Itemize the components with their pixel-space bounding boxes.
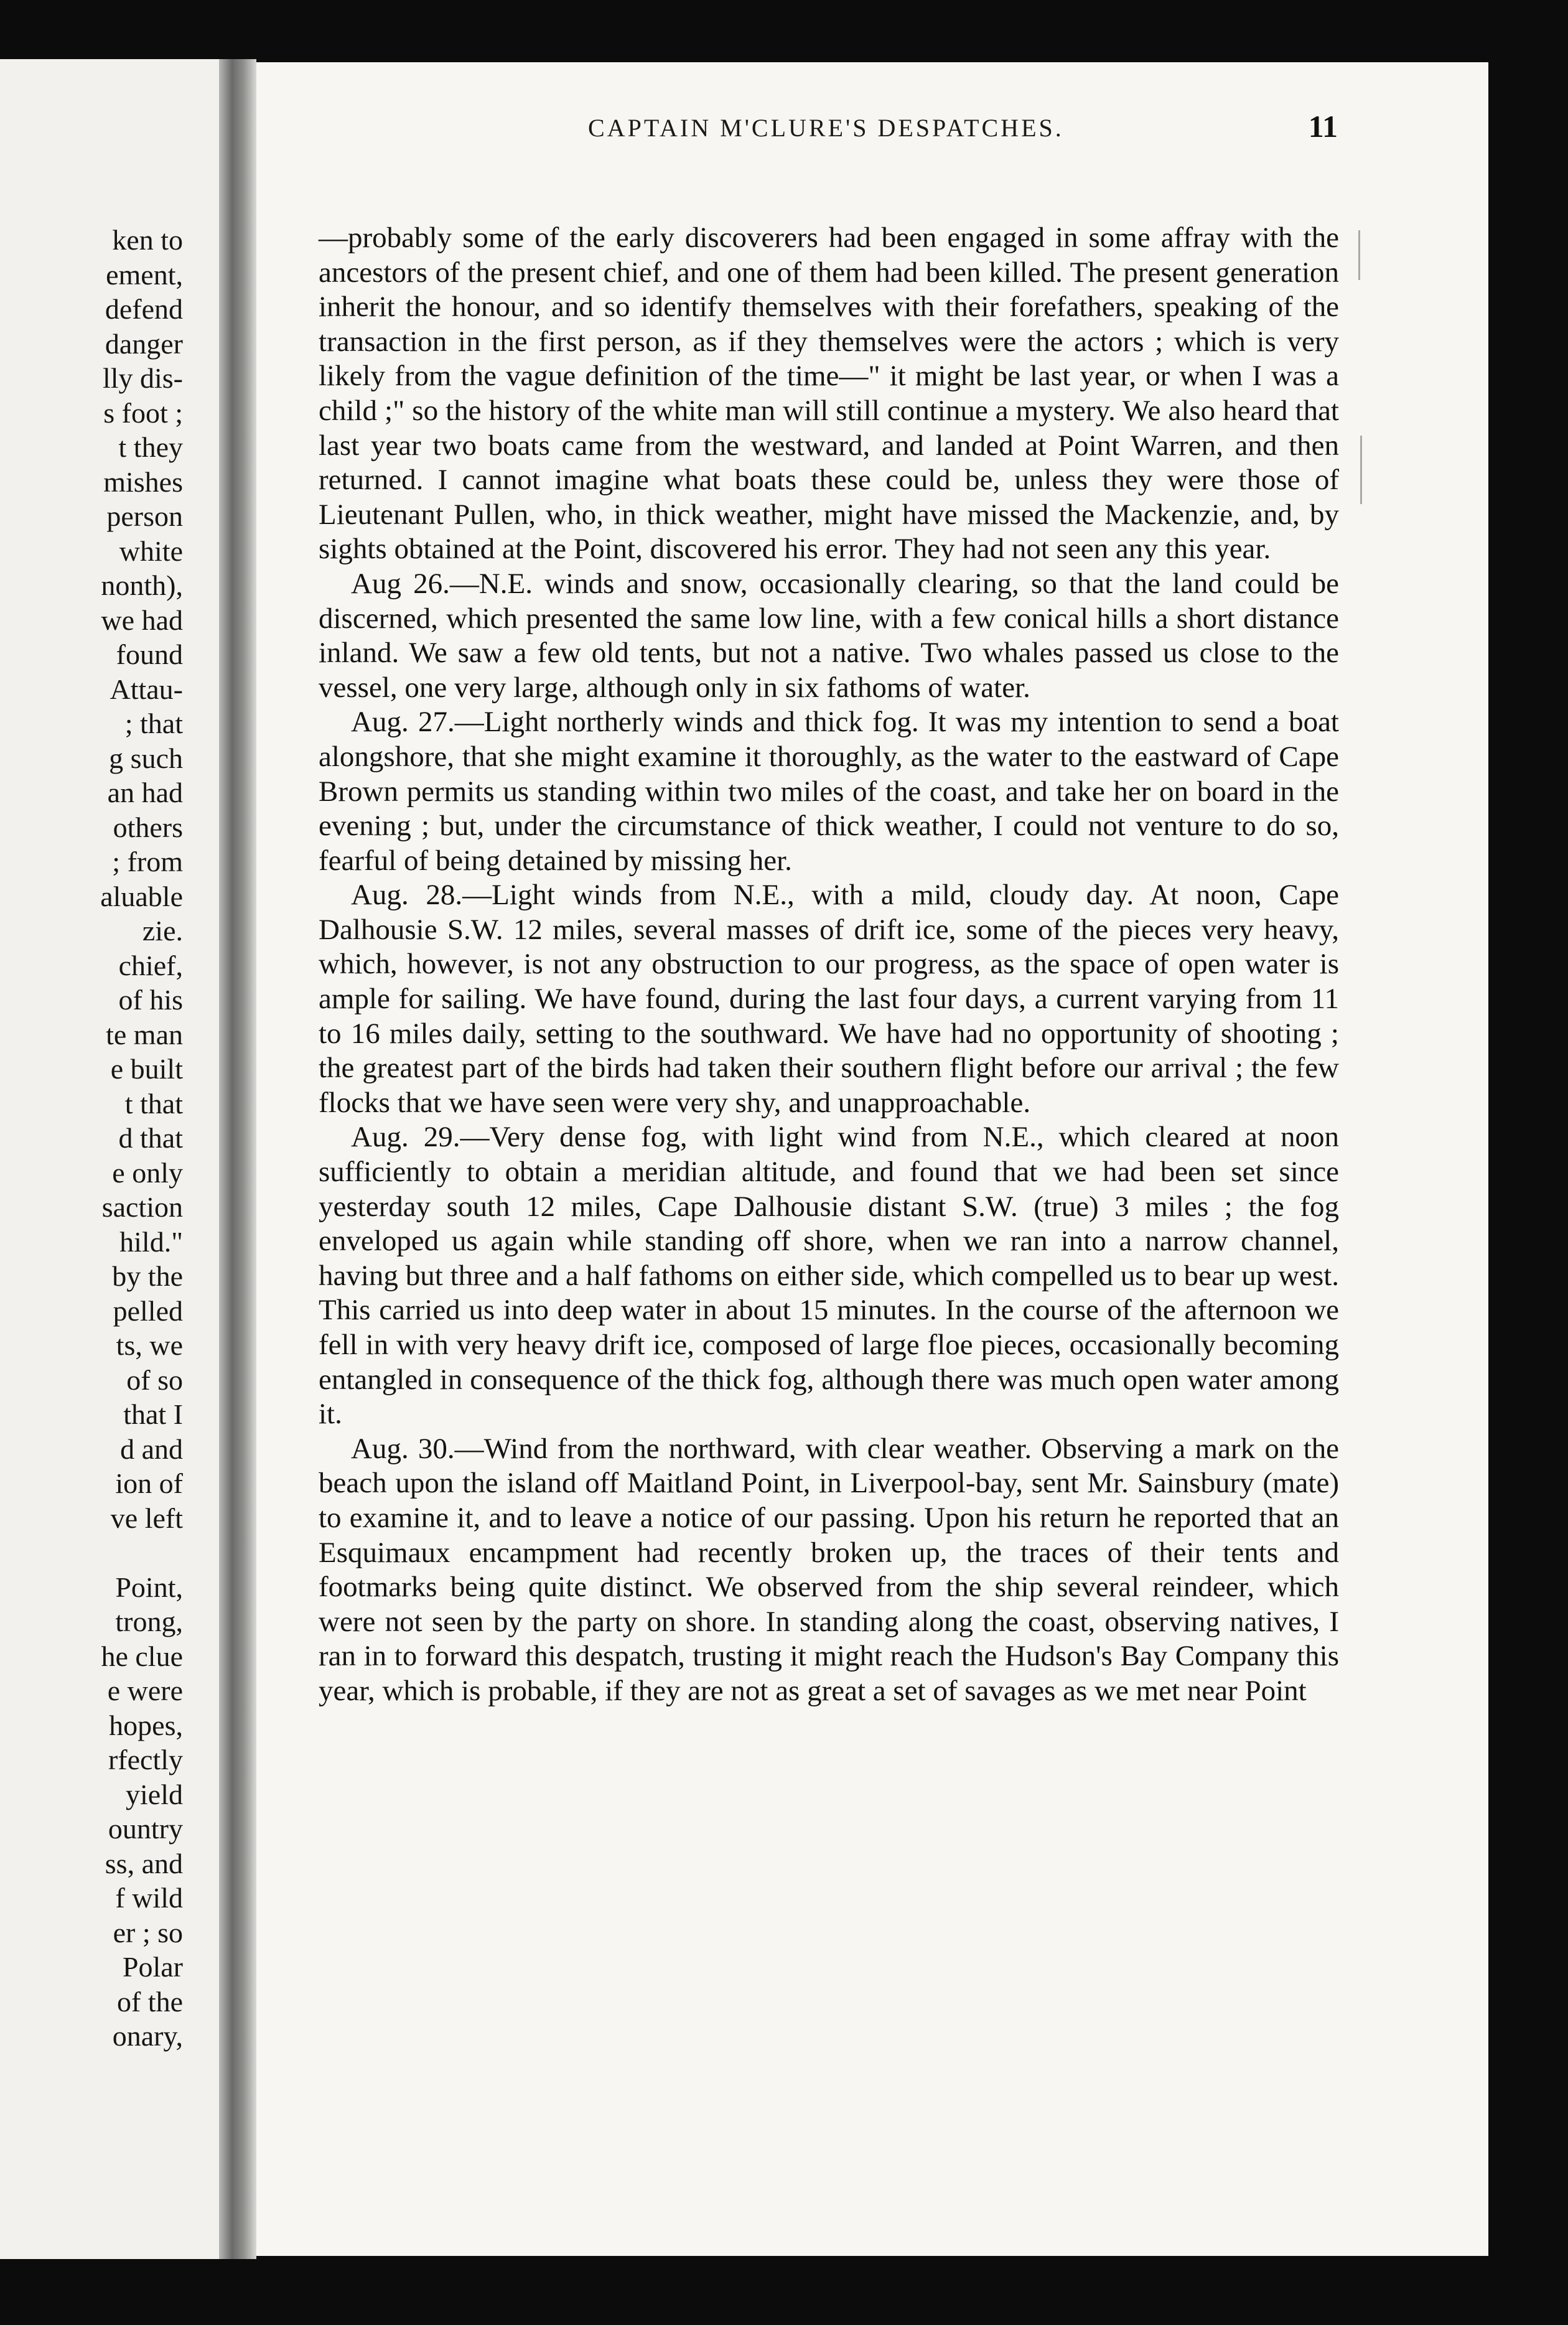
left-line: ; that	[124, 708, 183, 739]
left-line: t that	[124, 1087, 183, 1120]
left-line: ion of	[115, 1467, 183, 1499]
book-gutter	[219, 59, 256, 2259]
left-line: d that	[118, 1122, 183, 1154]
left-line: er ; so	[113, 1916, 183, 1948]
paragraph-aug-27: Aug. 27.—Light northerly winds and thick fog. It was my intention to send a boat alongshore, that she might examine it thoroughly, as the water to the eastward of Cape Brown permits us standing within two miles of the coast, and take her on board in the evening ; but, under the circumstance of thick weather, I could not venture to do so, fearful of being detained by missing her.	[319, 706, 1339, 877]
left-line: te man	[106, 1018, 183, 1050]
left-line: zie.	[142, 915, 183, 947]
left-line: ement,	[106, 258, 183, 291]
margin-mark	[1360, 436, 1362, 504]
left-line: d and	[120, 1433, 183, 1465]
left-line: e only	[112, 1156, 183, 1189]
left-line: e built	[110, 1053, 183, 1085]
left-line: person	[106, 500, 183, 532]
left-line: trong,	[115, 1606, 183, 1637]
left-line: g such	[109, 742, 183, 774]
left-line: by the	[112, 1260, 183, 1292]
left-line: rfectly	[108, 1744, 183, 1775]
left-line: ken to	[112, 224, 183, 256]
left-line: nonth),	[101, 569, 183, 601]
left-line	[0, 1535, 183, 1570]
left-line: he clue	[101, 1640, 183, 1672]
left-line: Point,	[115, 1571, 183, 1603]
paragraph: —probably some of the early discoverers had been engaged in some affray with the ancestors of the present chief, and one of them had been killed. The present generation inherit the honour, and so identify themselves with their forefathers, speaking of the transaction in the first person, as if they themselves were the actors ; which is very likely from the vague definition of the time—" it might be last year, or when I was a child ;" so the history of the white man will still continue a mystery. We also heard that last year two boats came from the westward, and landed at Point Warren, and then returned. I cannot imagine what boats these could be, unless they were those of Lieutenant Pullen, who, in thick weather, might have missed the Mackenzie, and, by sights obtained at the Point, discovered his error. They had not seen any this year.	[319, 222, 1339, 566]
paragraph-aug-29: Aug. 29.—Very dense fog, with light wind from N.E., which cleared at noon sufficiently to obtain a meridian altitude, and found that we had been set since yesterday south 12 miles, Cape Dalhousie distant S.W. (true) 3 miles ; the fog enveloped us again while standing off shore, when we ran into a narrow channel, having but three and a half fathoms on either side, which compelled us to bear up west. This carried us into deep water in about 15 minutes. In the course of the afternoon we fell in with very heavy drift ice, composed of large floe pieces, occasionally becoming entangled in consequence of the thick fog, although there was much open water among it.	[319, 1121, 1339, 1431]
running-head	[333, 109, 1338, 151]
left-line: chief,	[118, 949, 183, 981]
left-line: ss, and	[105, 1847, 183, 1879]
left-line: Attau-	[110, 673, 183, 705]
left-line: mishes	[103, 465, 183, 498]
left-line: lly dis-	[102, 362, 183, 394]
left-line: defend	[105, 293, 183, 325]
margin-mark	[1358, 230, 1360, 280]
running-title: CAPTAIN M'CLURE'S DESPATCHES.	[588, 114, 1064, 142]
left-line: danger	[105, 327, 183, 360]
left-line: ve left	[110, 1502, 183, 1534]
left-line: an had	[107, 777, 183, 808]
left-page	[0, 59, 219, 2259]
left-line: that I	[123, 1398, 183, 1430]
left-line: ountry	[108, 1813, 183, 1845]
left-line: of the	[116, 1985, 183, 2018]
left-line: f wild	[115, 1882, 183, 1914]
paragraph-aug-28: Aug. 28.—Light winds from N.E., with a mild, cloudy day. At noon, Cape Dalhousie S.W. 12 miles, several masses of drift ice, some of the pieces very heavy, which, however, is not any obstruction to our progress, as the space of open water is ample for sailing. We have found, during the last four days, a current varying from 11 to 16 miles daily, setting to the southward. We have had no opportunity of shooting ; the greatest part of the birds had taken their southern flight before our arrival ; the few flocks that we have seen were very shy, and unapproachable.	[319, 879, 1339, 1119]
left-page-text	[0, 223, 183, 2054]
paragraph-aug-26: Aug 26.—N.E. winds and snow, occasionally clearing, so that the land could be discerned, which presented the same low line, with a few conical hills a short distance inland. We saw a few old tents, but not a native. Two whales passed us close to the vessel, one very large, although only in six fathoms of water.	[319, 567, 1339, 704]
left-line: Polar	[122, 1951, 183, 1983]
left-line: of his	[118, 984, 183, 1016]
left-line: hopes,	[109, 1709, 183, 1741]
left-line: yield	[126, 1778, 183, 1810]
left-line: hild."	[119, 1225, 183, 1258]
left-line: others	[113, 811, 183, 843]
left-line: pelled	[113, 1294, 183, 1327]
paragraph-aug-30: Aug. 30.—Wind from the northward, with clear weather. Observing a mark on the beach upon the island off Maitland Point, in Liverpool-bay, sent Mr. Sainsbury (mate) to examine it, and to leave a notice of our passing. Upon his return he reported that an Esquimaux encampment had recently broken up, the traces of their tents and footmarks being quite distinct. We observed from the ship several reindeer, which were not seen by the party on shore. In standing along the coast, observing natives, I ran in to forward this despatch, trusting it might reach the Hudson's Bay Company this year, which is probable, if they are not as great a set of savages as we met near Point	[319, 1432, 1339, 1707]
left-line: s foot ;	[103, 396, 183, 429]
page-number: 11	[1308, 109, 1338, 144]
left-line: of so	[126, 1364, 183, 1396]
left-line: e were	[107, 1675, 183, 1706]
left-line: aluable	[100, 880, 183, 912]
left-line: we had	[101, 604, 183, 636]
left-line: found	[116, 639, 183, 670]
left-line: white	[119, 535, 183, 567]
body-text	[319, 221, 1339, 1709]
left-line: onary,	[112, 2020, 183, 2052]
left-line: saction	[101, 1191, 183, 1223]
left-line: t they	[118, 431, 183, 463]
left-line: ; from	[112, 846, 183, 877]
left-line: ts, we	[116, 1329, 183, 1361]
